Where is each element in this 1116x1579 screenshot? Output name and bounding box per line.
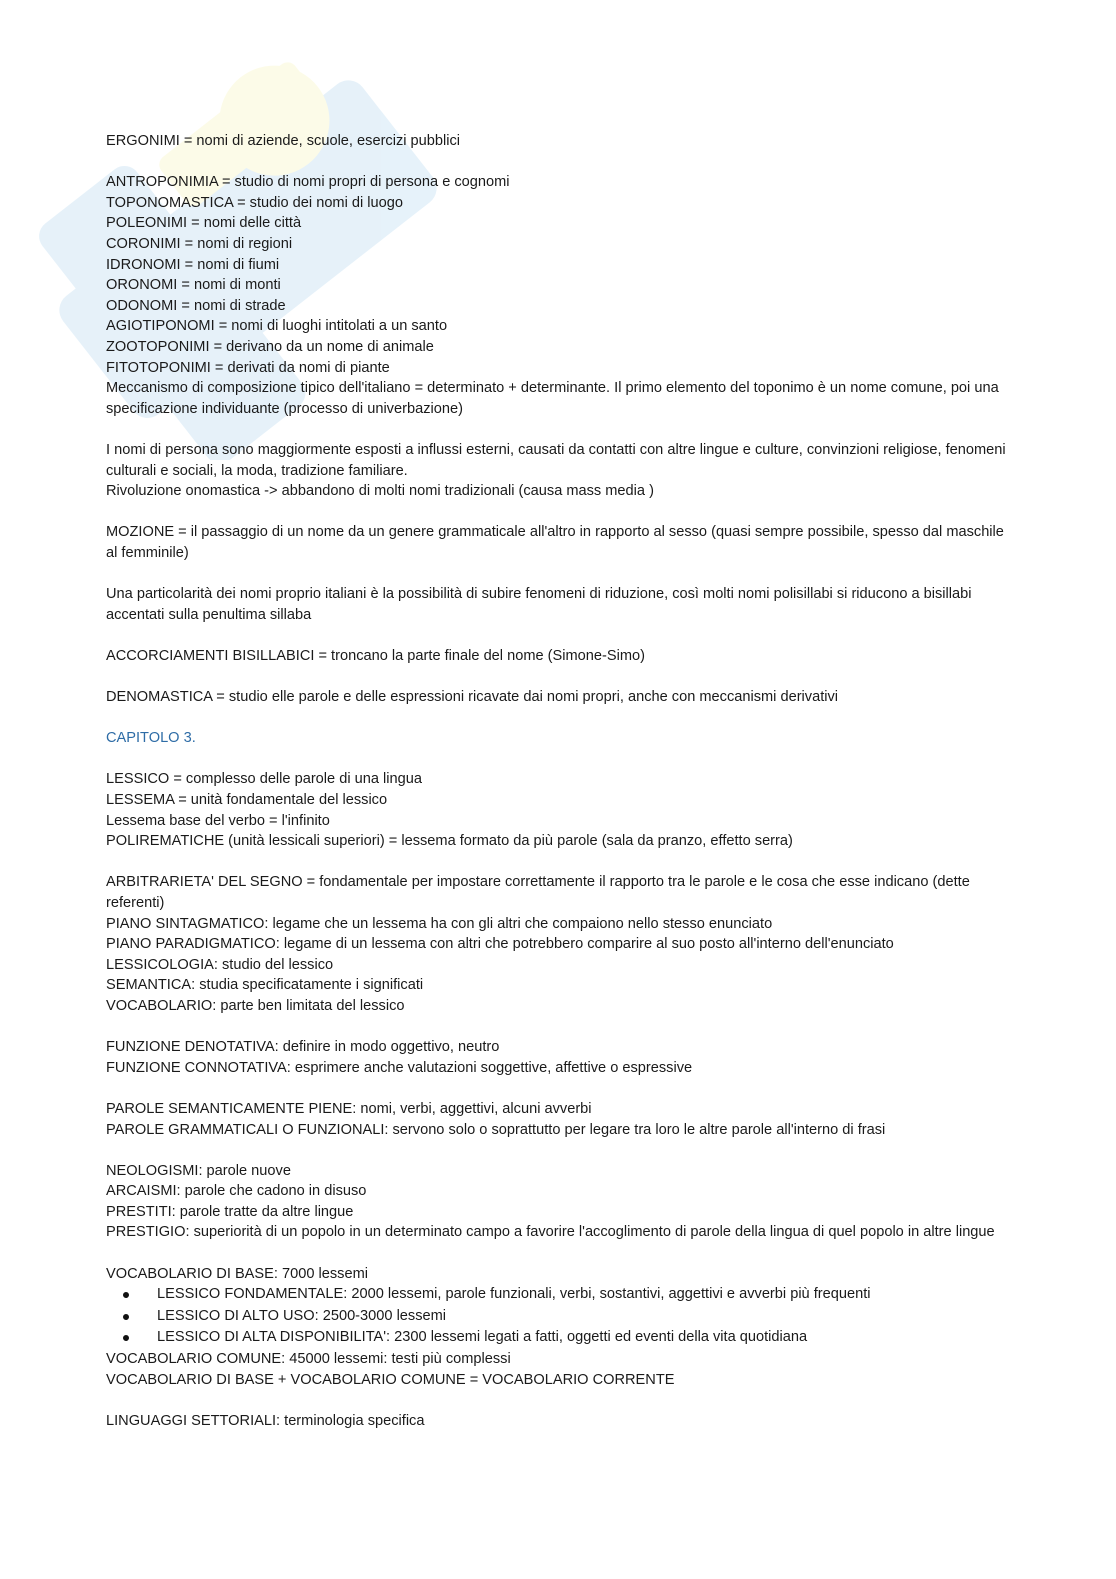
text-line: Lessema base del verbo = l'infinito [106,812,330,829]
text-line: FUNZIONE DENOTATIVA: definire in modo oggettivo, neutro [106,1039,500,1056]
list-item [106,1327,1011,1349]
paragraph-spacer [106,1243,1011,1264]
text-line: VOCABOLARIO COMUNE: 45000 lessemi: testi più complessi [106,1351,511,1368]
text-line: NEOLOGISMI: parole nuove [106,1162,291,1179]
text-line: LESSEMA = unità fondamentale del lessico [106,792,388,808]
paragraph-spacer [106,563,1011,584]
text-line: PIANO SINTAGMATICO: legame che un lessema ha con gli altri che compaiono nello stesso enunciato [106,915,773,932]
paragraph-spacer [106,419,1011,440]
paragraph-spacer [106,852,1011,873]
text-line: LESSICO = complesso delle parole di una lingua [106,771,422,788]
text-line: ODONOMI = nomi di strade [106,297,286,314]
paragraph-spacer [106,1017,1011,1038]
text-line: ORONOMI = nomi di monti [106,277,281,294]
bullet-list [106,1284,1011,1349]
text-line: Una particolarità dei nomi proprio italiani è la possibilità di subire fenomeni di riduzione, così molti nomi polisillabi si riducono a bisillabi accentati sulla penultima sillaba [106,586,972,623]
text-line: POLIREMATICHE (unità lessicali superiori) = lessema formato da più parole (sala da pranzo, effetto serra) [106,833,793,850]
text-line: CORONIMI = nomi di regioni [106,235,293,252]
list-item-text: LESSICO FONDAMENTALE: 2000 lessemi, parole funzionali, verbi, sostantivi, aggettivi e avverbi più frequenti [157,1286,871,1303]
text-line: PRESTITI: parole tratte da altre lingue [106,1203,354,1220]
text-line: ARCAISMI: parole che cadono in disuso [106,1183,367,1200]
paragraph-spacer [106,666,1011,687]
bullet-icon [123,1292,129,1298]
text-line: FITOTOPONIMI = derivati da nomi di piante [106,359,390,376]
list-item-text: LESSICO DI ALTA DISPONIBILITA': 2300 lessemi legati a fatti, oggetti ed eventi della vita quotidiana [157,1329,808,1346]
text-line: DENOMASTICA = studio elle parole e delle espressioni ricavate dai nomi propri, anche con meccanismi derivativi [106,689,839,706]
bullet-icon [123,1314,129,1320]
paragraph-spacer [106,1078,1011,1099]
text-line: MOZIONE = il passaggio di un nome da un genere grammaticale all'altro in rapporto al sesso (quasi sempre possibile, spesso dal maschile al femminile) [106,524,1004,561]
text-line: I nomi di persona sono maggiormente esposti a influssi esterni, causati da contatti con altre lingue e culture, convinzioni religiose, fenomeni culturali e sociali, la moda, tradizione familiare. [106,441,1006,479]
text-line: ANTROPONIMIA = studio di nomi propri di persona e cognomi [106,174,510,191]
text-line: ACCORCIAMENTI BISILLABICI = troncano la parte finale del nome (Simone-Simo) [106,647,645,664]
list-item [106,1284,1011,1306]
document-page [106,131,1011,1431]
chapter-heading: CAPITOLO 3. [106,730,196,747]
text-line: PAROLE GRAMMATICALI O FUNZIONALI: servono solo o soprattutto per legare tra loro le altre parole all'interno di frasi [106,1121,886,1138]
text-line: VOCABOLARIO: parte ben limitata del lessico [106,997,405,1014]
text-line: LESSICOLOGIA: studio del lessico [106,956,334,973]
text-line: SEMANTICA: studia specificatamente i significati [106,977,424,994]
bullet-icon [123,1335,129,1341]
text-line: AGIOTIPONOMI = nomi di luoghi intitolati a un santo [106,318,448,335]
text-line: Meccanismo di composizione tipico dell'italiano = determinato + determinante. Il primo elemento del toponimo è un nome comune, poi una specificazione individuante (processo di univerbazione) [106,380,999,417]
paragraph-spacer [106,152,1011,173]
text-line: VOCABOLARIO DI BASE + VOCABOLARIO COMUNE = VOCABOLARIO CORRENTE [106,1371,675,1388]
text-line: LINGUAGGI SETTORIALI: terminologia specifica [106,1412,425,1429]
text-line: FUNZIONE CONNOTATIVA: esprimere anche valutazioni soggettive, affettive o espressive [106,1059,693,1076]
text-line: TOPONOMASTICA = studio dei nomi di luogo [106,194,404,211]
paragraph-spacer [106,749,1011,770]
paragraph-spacer [106,502,1011,523]
text-line: PRESTIGIO: superiorità di un popolo in un determinato campo a favorire l'accoglimento di parole della lingua di quel popolo in altre lingue [106,1224,995,1241]
text-line: ERGONIMI = nomi di aziende, scuole, esercizi pubblici [106,133,461,149]
paragraph-spacer [106,625,1011,646]
text-line: POLEONIMI = nomi delle città [106,215,302,232]
text-line: ZOOTOPONIMI = derivano da un nome di animale [106,338,434,355]
paragraph-spacer [106,1140,1011,1161]
text-line: Rivoluzione onomastica -> abbandono di molti nomi tradizionali (causa mass media ) [106,483,654,500]
text-line: PAROLE SEMANTICAMENTE PIENE: nomi, verbi, aggettivi, alcuni avverbi [106,1100,592,1117]
text-line: PIANO PARADIGMATICO: legame di un lessema con altri che potrebbero comparire al suo posto all'interno dell'enunciato [106,936,894,953]
text-line: VOCABOLARIO DI BASE: 7000 lessemi [106,1265,368,1282]
paragraph-spacer [106,708,1011,729]
list-item-text: LESSICO DI ALTO USO: 2500-3000 lessemi [157,1307,447,1324]
paragraph-spacer [106,1390,1011,1411]
text-line: ARBITRARIETA' DEL SEGNO = fondamentale per impostare correttamente il rapporto tra le parole e le cosa che esse indicano (dette referenti) [106,874,970,911]
list-item [106,1306,1011,1328]
text-line: IDRONOMI = nomi di fiumi [106,256,280,273]
